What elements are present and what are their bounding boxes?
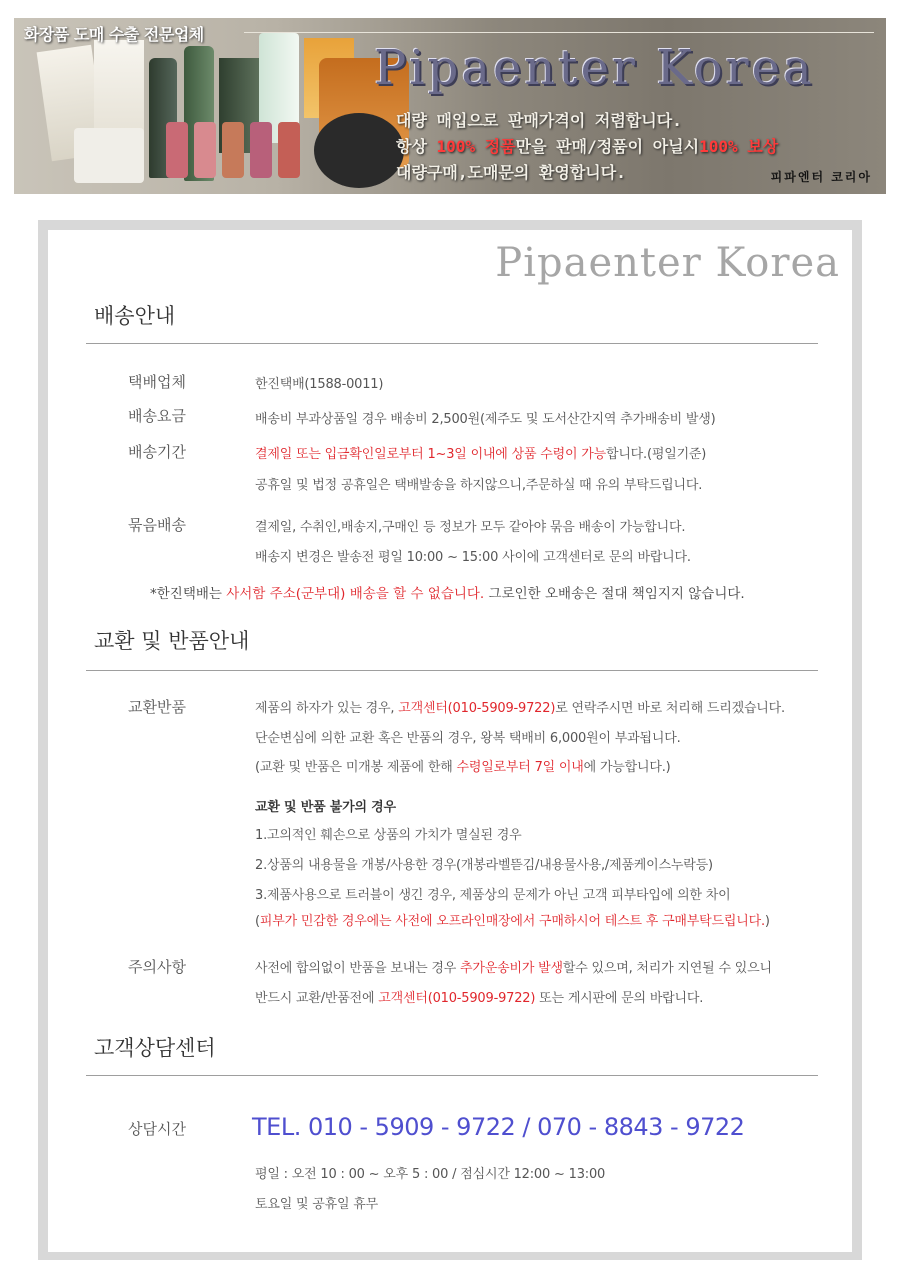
- bundle-label: 묶음배송: [128, 516, 186, 534]
- exchange-label: 교환반품: [128, 698, 186, 716]
- caution-text: 사전에 합의없이 반품을 보내는 경우: [255, 961, 461, 976]
- banner-tag: 화장품 도매 수출 전문업체: [24, 25, 204, 44]
- period-note: 공휴일 및 법정 공휴일은 택배발송을 하지않으니,주문하실 때 유의 부탁드립니다.: [255, 478, 703, 493]
- caution-text: 또는 게시판에 문의 바랍니다.: [535, 991, 704, 1006]
- exchange-text: 로 연락주시면 바로 처리해 드리겠습니다.: [555, 701, 785, 716]
- brand-watermark: Pipaenter Korea: [495, 240, 840, 286]
- caution-line-2: [255, 987, 703, 1006]
- caution-text: 할수 있으며, 처리가 지연될 수 있으니: [562, 961, 772, 976]
- not-allowed-item: 3.제품사용으로 트러블이 생긴 경우, 제품상의 문제가 아닌 고객 피부타입에 의한 차이: [255, 888, 731, 903]
- product-image: [194, 122, 216, 178]
- period-highlight: 결제일 또는 입금확인일로부터 1~3일 이내에 상품 수령이 가능: [255, 447, 606, 462]
- banner-line-2-highlight: 100% 보상: [699, 137, 779, 156]
- not-allowed-item: 2.상품의 내용물을 개봉/사용한 경우(개봉라벨뜯김/내용물사용,/제품케이스누락등): [255, 858, 713, 873]
- courier-notice: [150, 582, 745, 602]
- banner-line-2-text: 만을 판매/정품이 아닐시: [515, 137, 700, 156]
- exchange-line-2: 단순변심에 의한 교환 혹은 반품의 경우, 왕복 택배비 6,000원이 부과됩니다.: [255, 731, 681, 746]
- exchange-text: (교환 및 반품은 미개봉 제품에 한해: [255, 760, 457, 775]
- product-image: [166, 122, 188, 178]
- shipping-section-title: 배송안내: [94, 304, 176, 328]
- product-image: [222, 122, 244, 178]
- courier-value: 한진택배(1588-0011): [255, 377, 384, 392]
- banner-divider: [244, 32, 874, 33]
- not-allowed-title: 교환 및 반품 불가의 경우: [255, 800, 396, 815]
- fee-label: 배송요금: [128, 407, 186, 425]
- support-contact-highlight: 고객센터(010-5909-9722): [378, 991, 536, 1006]
- header-banner: [14, 18, 886, 194]
- product-image: [278, 122, 300, 178]
- caution-text: 반드시 교환/반품전에: [255, 991, 379, 1006]
- caution-highlight: 추가운송비가 발생: [460, 961, 563, 976]
- caution-line-1: [255, 957, 772, 976]
- product-image: [74, 128, 144, 183]
- bundle-line-1: 결제일, 수취인,배송지,구매인 등 정보가 모두 같아야 묶음 배송이 가능합니다.: [255, 520, 686, 535]
- caution-label: 주의사항: [128, 958, 186, 976]
- section-divider: [86, 343, 818, 344]
- exchange-line-1: [255, 697, 785, 716]
- support-contact-highlight: 고객센터(010-5909-9722): [398, 701, 556, 716]
- courier-notice-text: *한진택배는: [150, 586, 227, 602]
- not-allowed-item: 1.고의적인 훼손으로 상품의 가치가 멸실된 경우: [255, 828, 522, 843]
- phone-numbers: TEL. 010 - 5909 - 9722 / 070 - 8843 - 9722: [252, 1113, 745, 1141]
- weekday-hours: 평일 : 오전 10 : 00 ~ 오후 5 : 00 / 점심시간 12:00 ~ 13:00: [255, 1167, 606, 1182]
- courier-notice-text: 그로인한 오배송은 절대 책임지지 않습니다.: [484, 586, 745, 602]
- bundle-line-2: 배송지 변경은 발송전 평일 10:00 ~ 15:00 사이에 고객센터로 문의 바랍니다.: [255, 550, 691, 565]
- fee-value: 배송비 부과상품일 경우 배송비 2,500원(제주도 및 도서산간지역 추가배송비 발생): [255, 412, 716, 427]
- exchange-text: 에 가능합니다.): [583, 760, 671, 775]
- sensitive-skin-note: [255, 910, 770, 929]
- product-image: [250, 122, 272, 178]
- returns-section-title: 교환 및 반품안내: [94, 629, 250, 653]
- banner-line-2-highlight: 100% 정품: [436, 137, 516, 156]
- product-image: [314, 113, 404, 188]
- banner-line-2: [396, 134, 778, 157]
- courier-label: 택배업체: [128, 373, 186, 391]
- banner-line-3: 대량구매,도매문의 환영합니다.: [396, 163, 626, 182]
- return-period-highlight: 수령일로부터 7일 이내: [456, 760, 584, 775]
- paren: (: [255, 914, 260, 929]
- banner-line-2-text: 항상: [396, 137, 437, 156]
- period-label: 배송기간: [128, 443, 186, 461]
- paren: ): [764, 914, 770, 929]
- sensitive-skin-highlight: 피부가 민감한 경우에는 사전에 오프라인매장에서 구매하시어 테스트 후 구매부탁드립니다.: [259, 914, 765, 929]
- section-divider: [86, 1075, 818, 1076]
- period-value: [255, 443, 706, 462]
- banner-line-1: 대량 매입으로 판매가격이 저렴합니다.: [396, 111, 682, 130]
- exchange-text: 제품의 하자가 있는 경우,: [255, 701, 399, 716]
- banner-brand: Pipaenter Korea: [374, 40, 815, 96]
- exchange-line-3: [255, 756, 671, 775]
- hours-label: 상담시간: [128, 1120, 186, 1138]
- closed-days: 토요일 및 공휴일 휴무: [255, 1197, 379, 1212]
- support-section-title: 고객상담센터: [94, 1036, 216, 1060]
- period-suffix: 합니다.(평일기준): [605, 447, 707, 462]
- courier-notice-highlight: 사서함 주소(군부대) 배송을 할 수 없습니다.: [226, 586, 485, 602]
- banner-signature: 피파엔터 코리아: [770, 170, 872, 184]
- section-divider: [86, 670, 818, 671]
